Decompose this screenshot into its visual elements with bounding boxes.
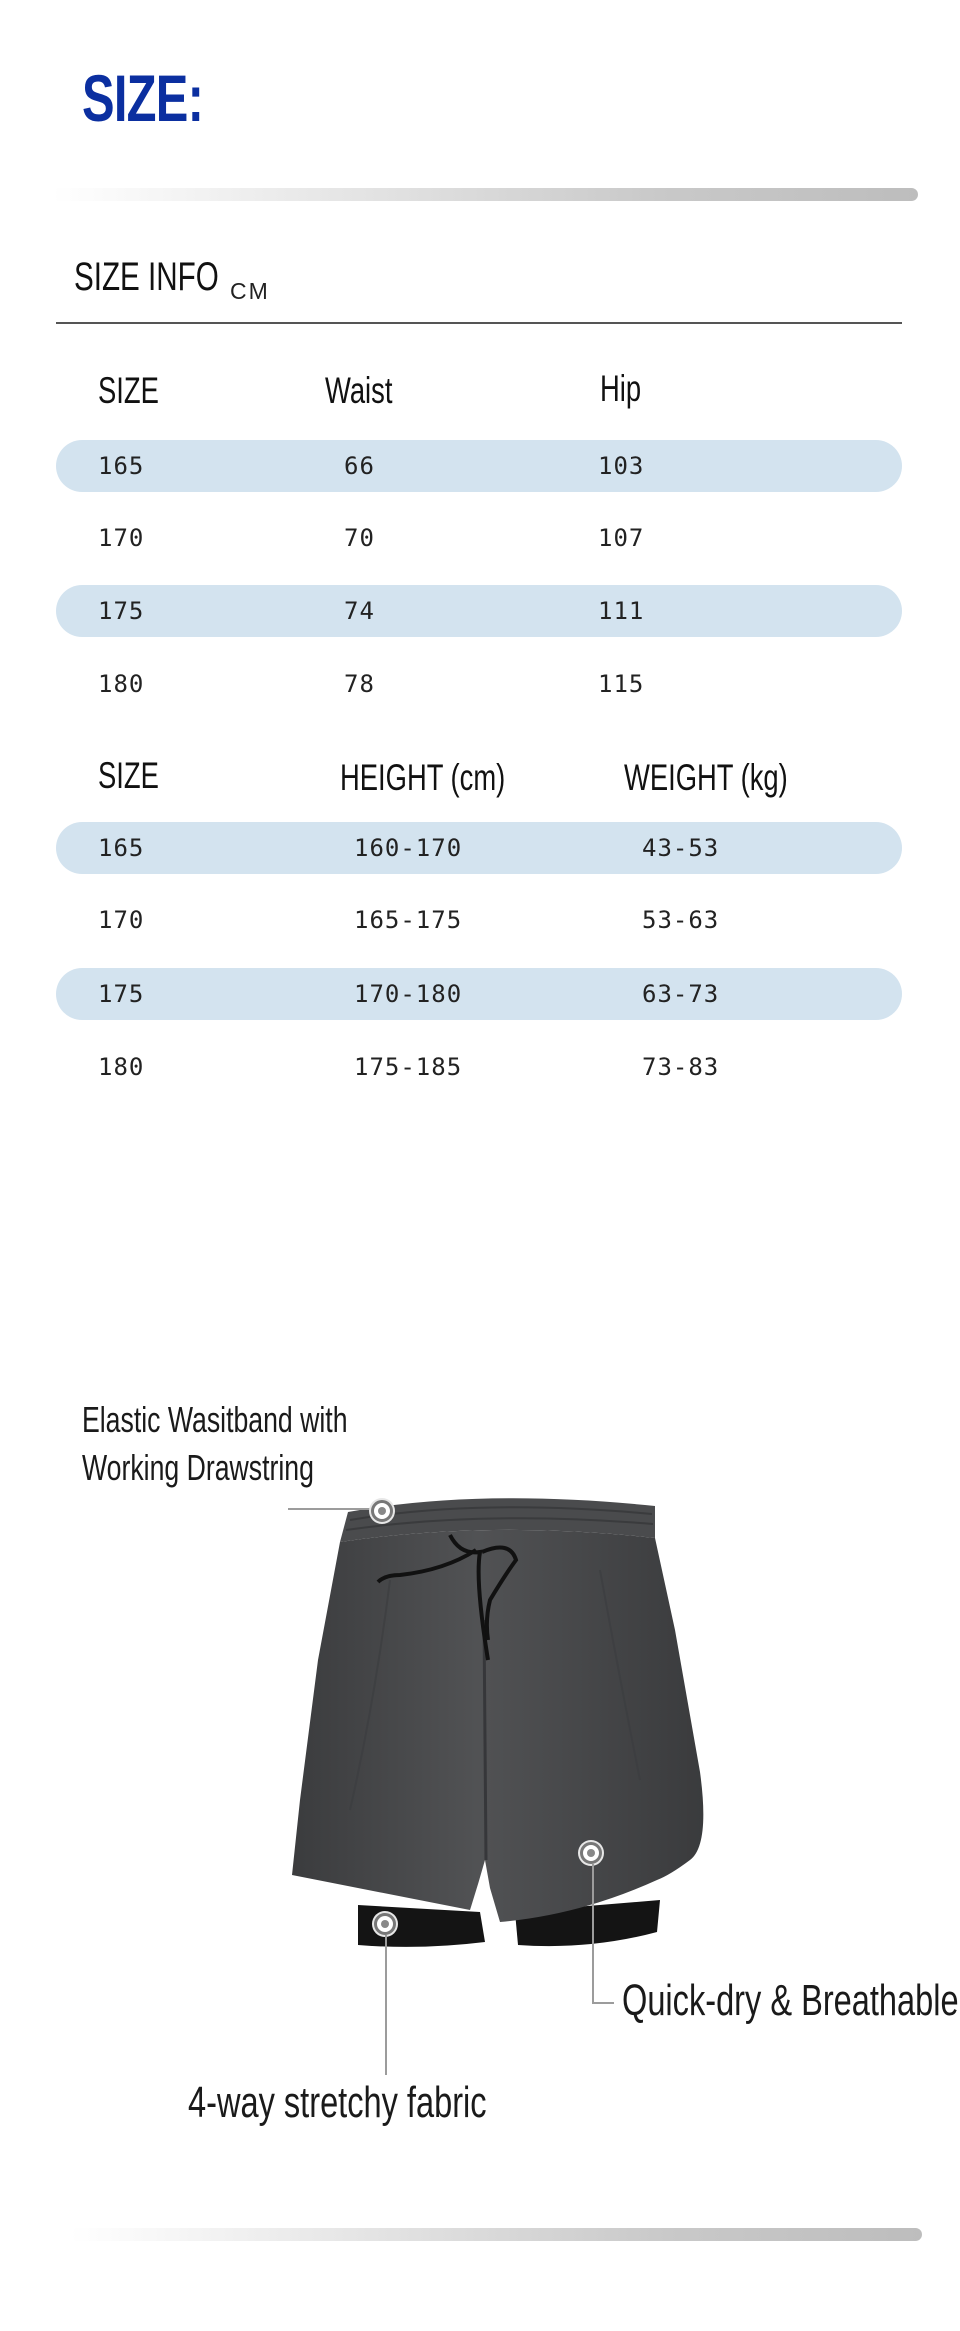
table1-cell: 107 [598,524,645,552]
table2-cell: 175 [98,980,145,1008]
table2-cell: 43-53 [642,834,720,862]
table2-cell: 170 [98,906,145,934]
shorts-illustration [280,1480,740,1960]
quick-dry-leader-vertical [592,1864,594,2004]
table2-cell: 175-185 [354,1053,463,1081]
table2-header-size: SIZE [98,755,159,796]
bottom-divider [70,2228,922,2241]
table1-header-hip: Hip [600,368,642,409]
waistband-leader-line [288,1508,376,1510]
table2-header-weight: WEIGHT (kg) [624,757,788,798]
table1-cell: 103 [598,452,645,480]
waistband-callout-line1: Elastic Wasitband with [82,1399,348,1440]
table2-cell: 170-180 [354,980,463,1008]
waistband-callout-line2: Working Drawstring [82,1447,314,1488]
stretch-callout: 4-way stretchy fabric [188,2078,487,2127]
table1-cell: 175 [98,597,145,625]
table1-cell: 111 [598,597,645,625]
table2-cell: 165 [98,834,145,862]
size-info-label: SIZE INFO [74,255,219,299]
quick-dry-marker-dot [580,1842,602,1864]
stretch-marker-dot [374,1913,396,1935]
table1-header-waist: Waist [325,370,393,411]
waistband-marker-dot [371,1500,393,1522]
table1-cell: 78 [344,670,375,698]
table1-header-size: SIZE [98,370,159,411]
stretch-leader-line [385,1935,387,2075]
table1-cell: 170 [98,524,145,552]
table1-cell: 70 [344,524,375,552]
table1-cell: 165 [98,452,145,480]
size-info-rule [56,322,902,324]
table2-cell: 165-175 [354,906,463,934]
table2-cell: 63-73 [642,980,720,1008]
size-unit-label: CM [230,278,270,304]
quick-dry-callout: Quick-dry & Breathable [622,1976,959,2025]
page-title: SIZE: [82,61,204,135]
table1-cell: 115 [598,670,645,698]
table1-row-highlight [56,440,902,492]
quick-dry-leader-horizontal [592,2002,614,2004]
table1-cell: 74 [344,597,375,625]
table2-cell: 180 [98,1053,145,1081]
table2-row-highlight [56,968,902,1020]
table2-cell: 73-83 [642,1053,720,1081]
table1-cell: 180 [98,670,145,698]
table2-row-highlight [56,822,902,874]
table2-header-height: HEIGHT (cm) [340,757,506,798]
top-divider [52,188,918,201]
table1-row-highlight [56,585,902,637]
table2-cell: 160-170 [354,834,463,862]
table1-cell: 66 [344,452,375,480]
table2-cell: 53-63 [642,906,720,934]
